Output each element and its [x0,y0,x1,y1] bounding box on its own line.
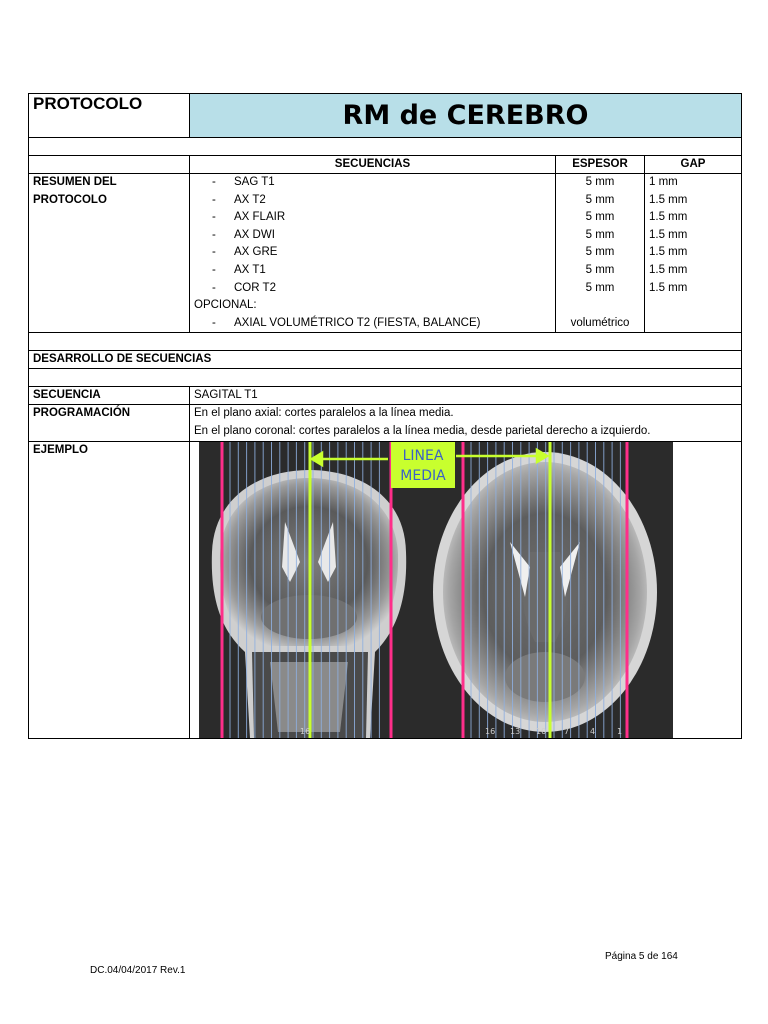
gap-value: 1.5 mm [649,228,688,241]
optional-label: OPCIONAL: [194,299,257,312]
gap-value: 1.5 mm [649,281,688,294]
gap-header: GAP [645,156,742,174]
protocol-table [28,93,742,739]
gap-value: 1.5 mm [649,246,688,259]
sequence-item: - AX FLAIR [212,211,286,224]
column-header-row [29,156,742,174]
slice-number-label: 13 [510,726,521,736]
gap-value: 1.5 mm [649,263,688,276]
summary-label [29,174,190,333]
optional-thickness-value: volumétrico [570,316,630,329]
sequence-item: - SAG T1 [212,176,275,188]
spacer-row [29,138,742,156]
thickness-value: 5 mm [585,176,615,188]
programming-text [190,405,742,441]
empty-header-cell [29,156,190,174]
gap-value: 1 mm [649,176,678,188]
sequence-item: - COR T2 [212,281,276,294]
gap-list [645,174,742,333]
development-heading: DESARROLLO DE SECUENCIAS [29,351,742,369]
page-number: Página 5 de 164 [605,951,678,962]
sequence-item: - AX T2 [212,193,266,206]
thickness-list [556,174,645,333]
protocol-label: PROTOCOLO [29,94,190,138]
example-label: EJEMPLO [29,441,190,738]
slice-number-label: 4 [590,726,596,736]
spacer-row [29,333,742,351]
sequence-item: - AX GRE [212,246,278,259]
example-cell [190,441,742,738]
sequence-item: - AX T1 [212,263,266,276]
programming-label: PROGRAMACIÓN [29,405,190,441]
midline-label-line1: LINEA [402,447,444,464]
thickness-value: 5 mm [585,228,615,241]
thickness-value: 5 mm [585,246,615,259]
gap-value: 1.5 mm [649,193,688,206]
sequence-item: - AX DWI [212,228,275,241]
sequence-list [190,174,556,333]
spacer-row [29,369,742,387]
page-title: RM de CEREBRO [190,94,742,138]
slice-number-label: 16 [485,726,496,736]
thickness-header: ESPESOR [556,156,645,174]
sequence-label: SECUENCIA [29,387,190,405]
sequence-value: SAGITAL T1 [190,387,742,405]
optional-sequence-item: - AXIAL VOLUMÉTRICO T2 (FIESTA, BALANCE) [212,316,481,329]
thickness-value: 5 mm [585,281,615,294]
thickness-value: 5 mm [585,263,615,276]
sequences-header: SECUENCIAS [190,156,556,174]
summary-label-line2: PROTOCOLO [33,193,107,206]
summary-label-line1: RESUMEN DEL [33,176,117,188]
mri-example-figure [190,442,741,738]
gap-value: 1.5 mm [649,211,688,224]
slice-number-label: 16 [300,726,311,736]
axial-brain-image [433,452,657,732]
slice-number-label: 7 [564,726,570,736]
slice-number-label: 10 [536,726,547,736]
summary-row [29,174,742,333]
slice-number-label: 1 [617,726,623,736]
thickness-value: 5 mm [585,211,615,224]
midline-label-line2: MEDIA [400,467,446,484]
programming-line: En el plano axial: cortes paralelos a la línea media. [194,407,454,420]
thickness-value: 5 mm [585,193,615,206]
programming-line: En el plano coronal: cortes paralelos a la línea media, desde parietal derecho a izquierdo. [194,424,651,437]
document-code: DC.04/04/2017 Rev.1 [90,965,186,976]
